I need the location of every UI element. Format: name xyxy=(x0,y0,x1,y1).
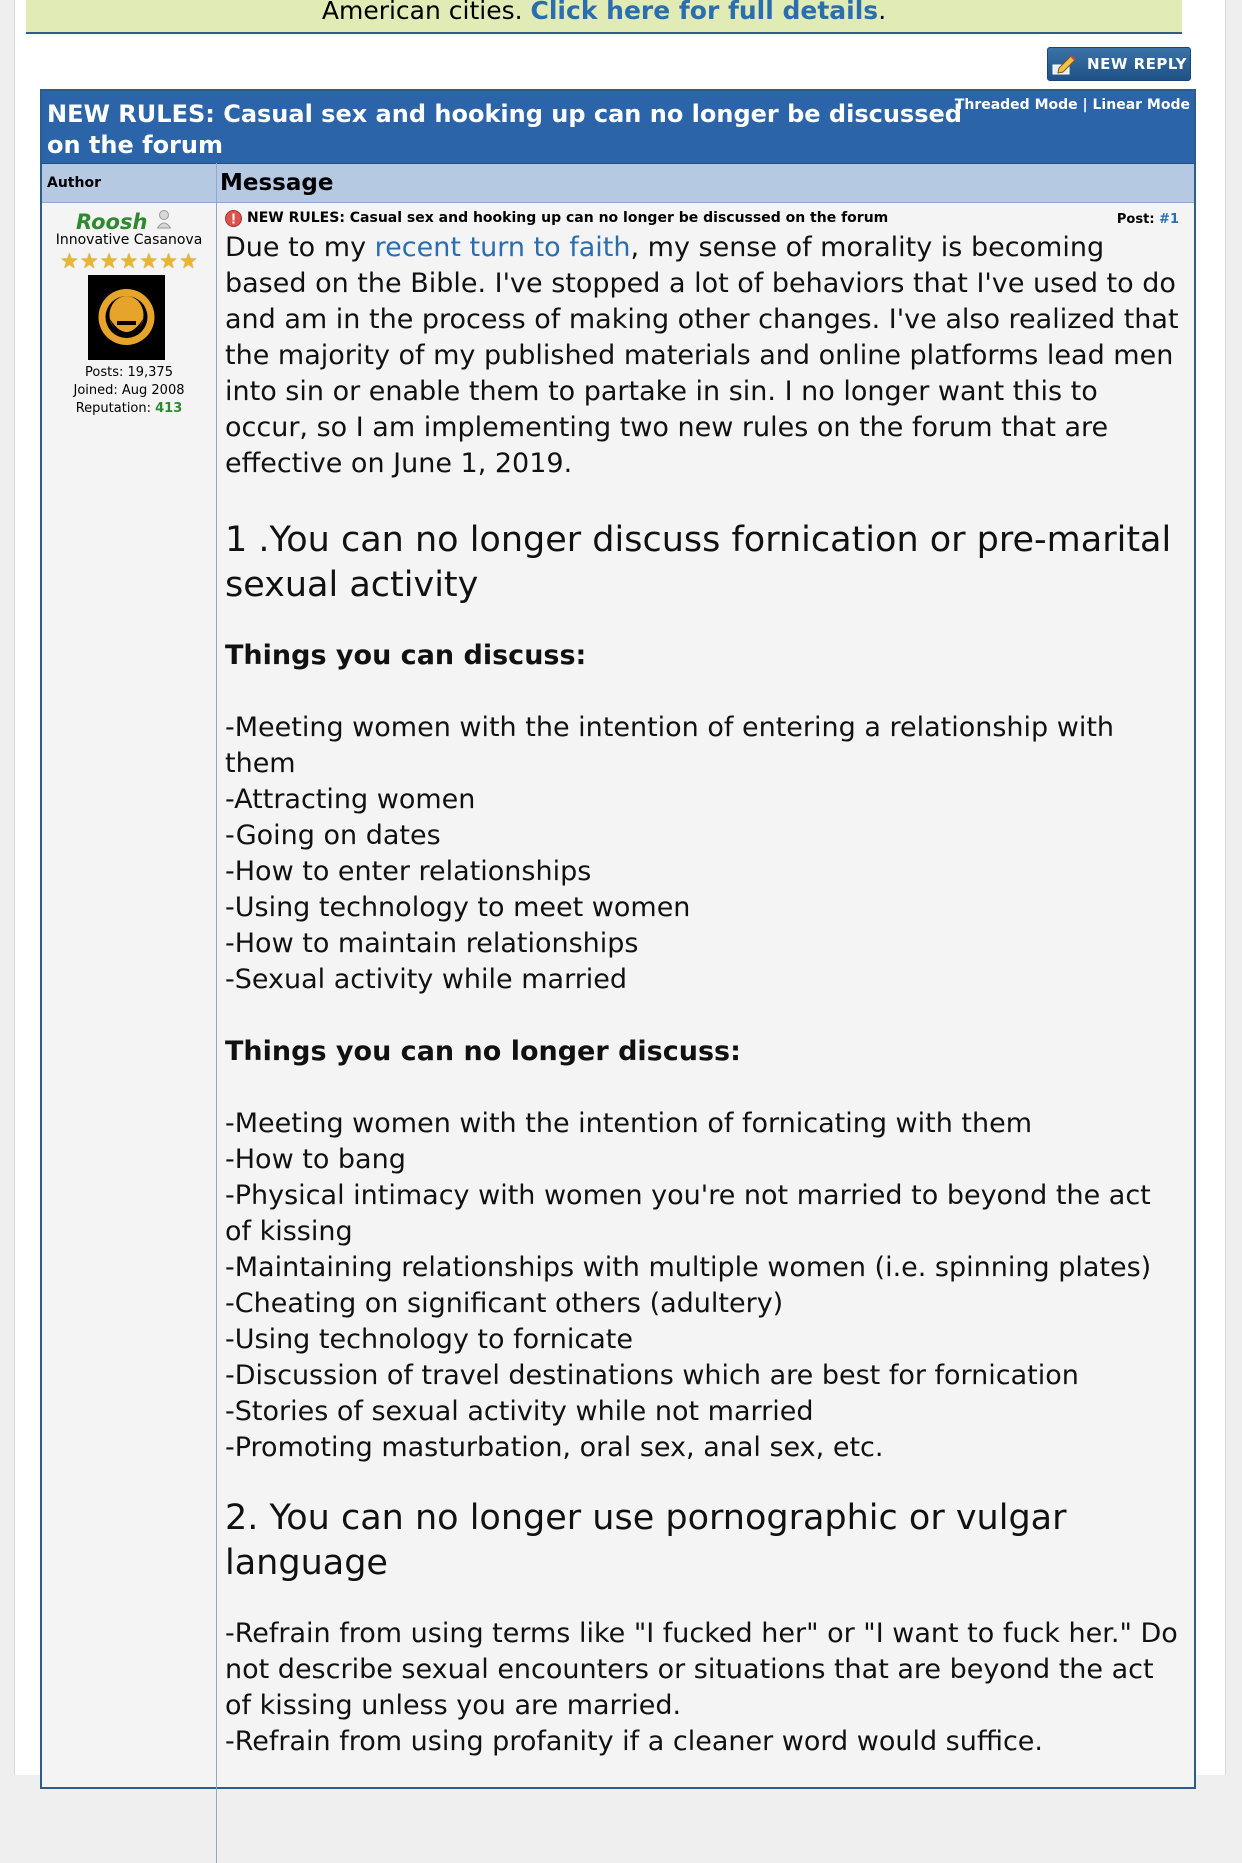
new-reply-button[interactable] xyxy=(1047,47,1191,81)
cannot-discuss-list xyxy=(225,1106,1185,1466)
post-message xyxy=(225,202,1185,1760)
list-item: -Promoting masturbation, oral sex, anal sex, etc. xyxy=(225,1432,884,1463)
author-joined: Joined: Aug 2008 xyxy=(73,383,185,398)
list-item: -Cheating on significant others (adultery) xyxy=(225,1288,784,1319)
new-reply-label: NEW REPLY xyxy=(1087,55,1187,73)
rule-2-heading: 2. You can no longer use pornographic or vulgar language xyxy=(225,1498,1067,1583)
author-name[interactable]: Roosh xyxy=(76,210,148,234)
view-modes xyxy=(955,97,1190,113)
intro-paragraph xyxy=(225,230,1185,482)
faith-link[interactable]: recent turn to faith xyxy=(374,232,631,263)
reputation-label: Reputation: xyxy=(75,401,156,416)
intro-text-rest: , my sense of morality is becoming based on the Bible. I've stopped a lot of behaviors that I've used to do and am in the process of making other changes. I've also realized that the majority of my published materials and online platforms lead men into sin or enable them to partake in sin. I no longer want this to occur, so I am implementing two new rules on the forum that are effective on June 1, 2019. xyxy=(225,232,1179,479)
announcement-end: . xyxy=(878,0,887,25)
post-header xyxy=(225,202,1185,230)
can-discuss-list xyxy=(225,710,1185,998)
rule-1-heading: 1 .You can no longer discuss fornication or pre-marital sexual activity xyxy=(225,520,1172,605)
mode-separator: | xyxy=(1077,97,1093,113)
list-item: -Meeting women with the intention of entering a relationship with them xyxy=(225,712,1115,779)
post-body xyxy=(225,230,1185,1760)
list-item: -Using technology to meet women xyxy=(225,892,691,923)
spacer xyxy=(225,1070,1185,1106)
pencil-icon xyxy=(1051,52,1079,76)
author-column-header: Author xyxy=(47,175,101,191)
post-number-link[interactable]: #1 xyxy=(1159,212,1179,227)
cannot-discuss-heading: Things you can no longer discuss: xyxy=(225,1036,741,1067)
post-subject: NEW RULES: Casual sex and hooking up can no longer be discussed on the forum xyxy=(247,210,889,226)
rank-star-icon: ★ xyxy=(178,249,198,273)
thread-title: NEW RULES: Casual sex and hooking up can no longer be discussed on the forum xyxy=(47,100,962,159)
spacer xyxy=(225,998,1185,1034)
threaded-mode-link[interactable]: Threaded Mode xyxy=(954,97,1078,113)
list-item: -Going on dates xyxy=(225,820,441,851)
list-item: -Sexual activity while married xyxy=(225,964,628,995)
avatar[interactable] xyxy=(88,275,165,360)
list-item: -Using technology to fornicate xyxy=(225,1324,633,1355)
list-item: -Refrain from using profanity if a cleaner word would suffice. xyxy=(225,1726,1043,1757)
offline-status-icon xyxy=(156,209,172,229)
spacer xyxy=(225,1586,1185,1616)
author-posts: Posts: 19,375 xyxy=(85,365,173,380)
list-item: -Physical intimacy with women you're not married to beyond the act of kissing xyxy=(225,1180,1151,1247)
rank-star-icon: ★ xyxy=(99,249,119,273)
list-item: -How to enter relationships xyxy=(225,856,592,887)
list-item: -Discussion of travel destinations which are best for fornication xyxy=(225,1360,1079,1391)
can-discuss-heading: Things you can discuss: xyxy=(225,640,587,671)
thread-header xyxy=(42,91,1194,164)
author-stats xyxy=(42,364,216,418)
author-title: Innovative Casanova xyxy=(55,232,203,248)
rank-star-icon: ★ xyxy=(159,249,178,273)
message-column-header: Message xyxy=(220,170,334,196)
list-item: -How to maintain relationships xyxy=(225,928,639,959)
author-reputation xyxy=(42,400,216,418)
post-number xyxy=(1117,212,1179,227)
list-item: -Stories of sexual activity while not married xyxy=(225,1396,814,1427)
rule-2-list xyxy=(225,1616,1185,1760)
intro-text-start: Due to my xyxy=(225,232,375,263)
spacer xyxy=(225,1466,1185,1496)
list-item: -Meeting women with the intention of fornicating with them xyxy=(225,1108,1033,1139)
list-item: -How to bang xyxy=(225,1144,406,1175)
rank-star-icon: ★ xyxy=(139,249,159,273)
spacer xyxy=(225,608,1185,638)
rank-stars xyxy=(60,250,198,272)
rank-star-icon: ★ xyxy=(79,249,99,273)
spacer xyxy=(225,482,1185,518)
rank-star-icon: ★ xyxy=(119,249,139,273)
spacer xyxy=(225,674,1185,710)
column-divider xyxy=(216,163,217,1863)
column-headers xyxy=(42,164,1194,203)
list-item: -Attracting women xyxy=(225,784,476,815)
list-item: -Refrain from using terms like "I fucked her" or "I want to fuck her." Do not describe sexual encounters or situations that are beyond the act of kissing unless you are married. xyxy=(225,1618,1178,1721)
announcement-banner xyxy=(26,0,1182,34)
reputation-value[interactable]: 413 xyxy=(155,401,183,416)
thread-table xyxy=(40,89,1196,1789)
list-item: -Maintaining relationships with multiple women (i.e. spinning plates) xyxy=(225,1252,1152,1283)
avatar-image xyxy=(88,275,165,360)
full-details-link[interactable]: Click here for full details xyxy=(530,0,879,25)
linear-mode-link[interactable]: Linear Mode xyxy=(1092,97,1190,113)
exclamation-icon xyxy=(225,210,242,227)
announcement-text: American cities. xyxy=(321,0,531,25)
post-number-label: Post: xyxy=(1116,212,1160,227)
rank-star-icon: ★ xyxy=(60,249,79,273)
